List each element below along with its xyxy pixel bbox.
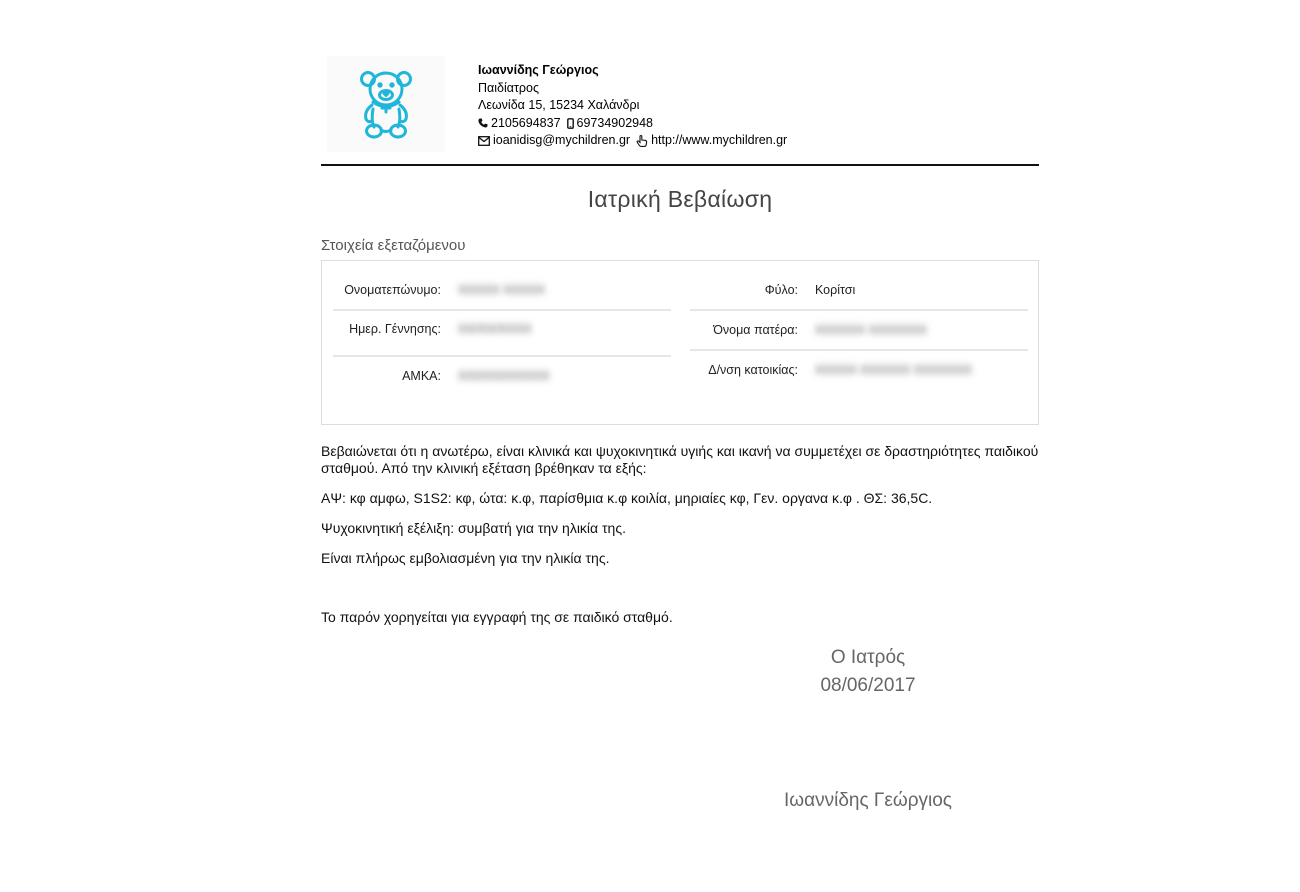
patient-field-label: Ημερ. Γέννησης: xyxy=(349,322,441,336)
patient-field-value: ΧΧΧΧΧ ΧΧΧΧΧΧ ΧΧΧΧΧΧΧ xyxy=(815,363,973,377)
patient-section-heading: Στοιχεία εξεταζόμενου xyxy=(321,237,466,254)
phone-line xyxy=(478,115,787,133)
phone-number: 2105694837 xyxy=(491,115,561,130)
finding-paragraph: ΑΨ: κφ αμφω, S1S2: κφ, ώτα: κ.φ, παρίσθμια κ.φ κοιλία, μηριαίες κφ, Γεν. οργανα κ.φ . ΘΣ: 36,5C. xyxy=(321,490,933,506)
patient-row xyxy=(690,351,1028,391)
signature-role: Ο Ιατρός xyxy=(830,647,906,668)
pointer-hand-icon xyxy=(636,135,648,147)
patient-row xyxy=(333,311,671,357)
web-line xyxy=(478,132,787,150)
document-title: Ιατρική Βεβαίωση xyxy=(587,186,773,212)
patient-row xyxy=(333,357,671,397)
finding-paragraph: Βεβαιώνεται ότι η ανωτέρω, είναι κλινικά και ψυχοκινητικά υγιής και ικανή να συμμετέχει σε δραστηριότητες παιδικού σταθμού. Από την κλινική εξέταση βρέθηκαν τα εξής: xyxy=(321,443,1039,476)
patient-field-value: ΧΧΧΧΧΧΧΧΧΧΧ xyxy=(458,369,550,383)
doctor-info xyxy=(478,62,787,150)
purpose-statement: Το παρόν χορηγείται για εγγραφή της σε παιδικό σταθμό. xyxy=(321,609,673,625)
email-link[interactable]: ioanidisg@mychildren.gr xyxy=(493,133,631,147)
patient-field-label: Δ/νση κατοικίας: xyxy=(708,363,798,377)
logo xyxy=(327,56,445,152)
patient-field-label: Όνομα πατέρα: xyxy=(713,323,798,337)
patient-field-value: ΧΧ/ΧΧ/ΧΧΧΧ xyxy=(458,322,532,336)
patient-row xyxy=(690,271,1028,311)
patient-row xyxy=(690,311,1028,351)
finding-paragraph: Είναι πλήρως εμβολιασμένη για την ηλικία της. xyxy=(321,550,610,566)
signature-date: 08/06/2017 xyxy=(820,675,916,696)
mobile-icon xyxy=(567,118,574,129)
patient-field-value: ΧΧΧΧΧΧ ΧΧΧΧΧΧΧ xyxy=(815,323,927,337)
doctor-name: Ιωαννίδης Γεώργιος xyxy=(478,63,599,77)
envelope-icon xyxy=(478,136,490,146)
doctor-header xyxy=(321,56,1039,166)
patient-field-label: ΑΜΚΑ: xyxy=(402,369,441,383)
teddy-bear-icon xyxy=(359,69,413,139)
doctor-address: Λεωνίδα 15, 15234 Χαλάνδρι xyxy=(478,98,640,112)
certificate-page xyxy=(321,56,1039,811)
mobile-number: 69734902948 xyxy=(576,115,654,130)
phone-icon xyxy=(478,118,488,128)
finding-paragraph: Ψυχοκινητική εξέλιξη: συμβατή για την ηλικία της. xyxy=(321,520,626,536)
patient-left-column xyxy=(333,271,671,397)
patient-details-box xyxy=(321,260,1039,425)
patient-field-label: Ονοματεπώνυμο: xyxy=(344,283,441,297)
patient-field-value: Κορίτσι xyxy=(815,283,856,297)
website-link[interactable]: http://www.mychildren.gr xyxy=(651,133,788,147)
patient-field-label: Φύλο: xyxy=(764,283,798,297)
patient-row xyxy=(333,271,671,311)
patient-right-column xyxy=(690,271,1028,391)
signature-name: Ιωαννίδης Γεώργιος xyxy=(784,790,952,811)
certificate-body xyxy=(321,443,1039,580)
doctor-specialty: Παιδίατρος xyxy=(478,80,540,95)
patient-field-value: ΧΧΧΧΧ ΧΧΧΧΧ xyxy=(458,283,545,297)
